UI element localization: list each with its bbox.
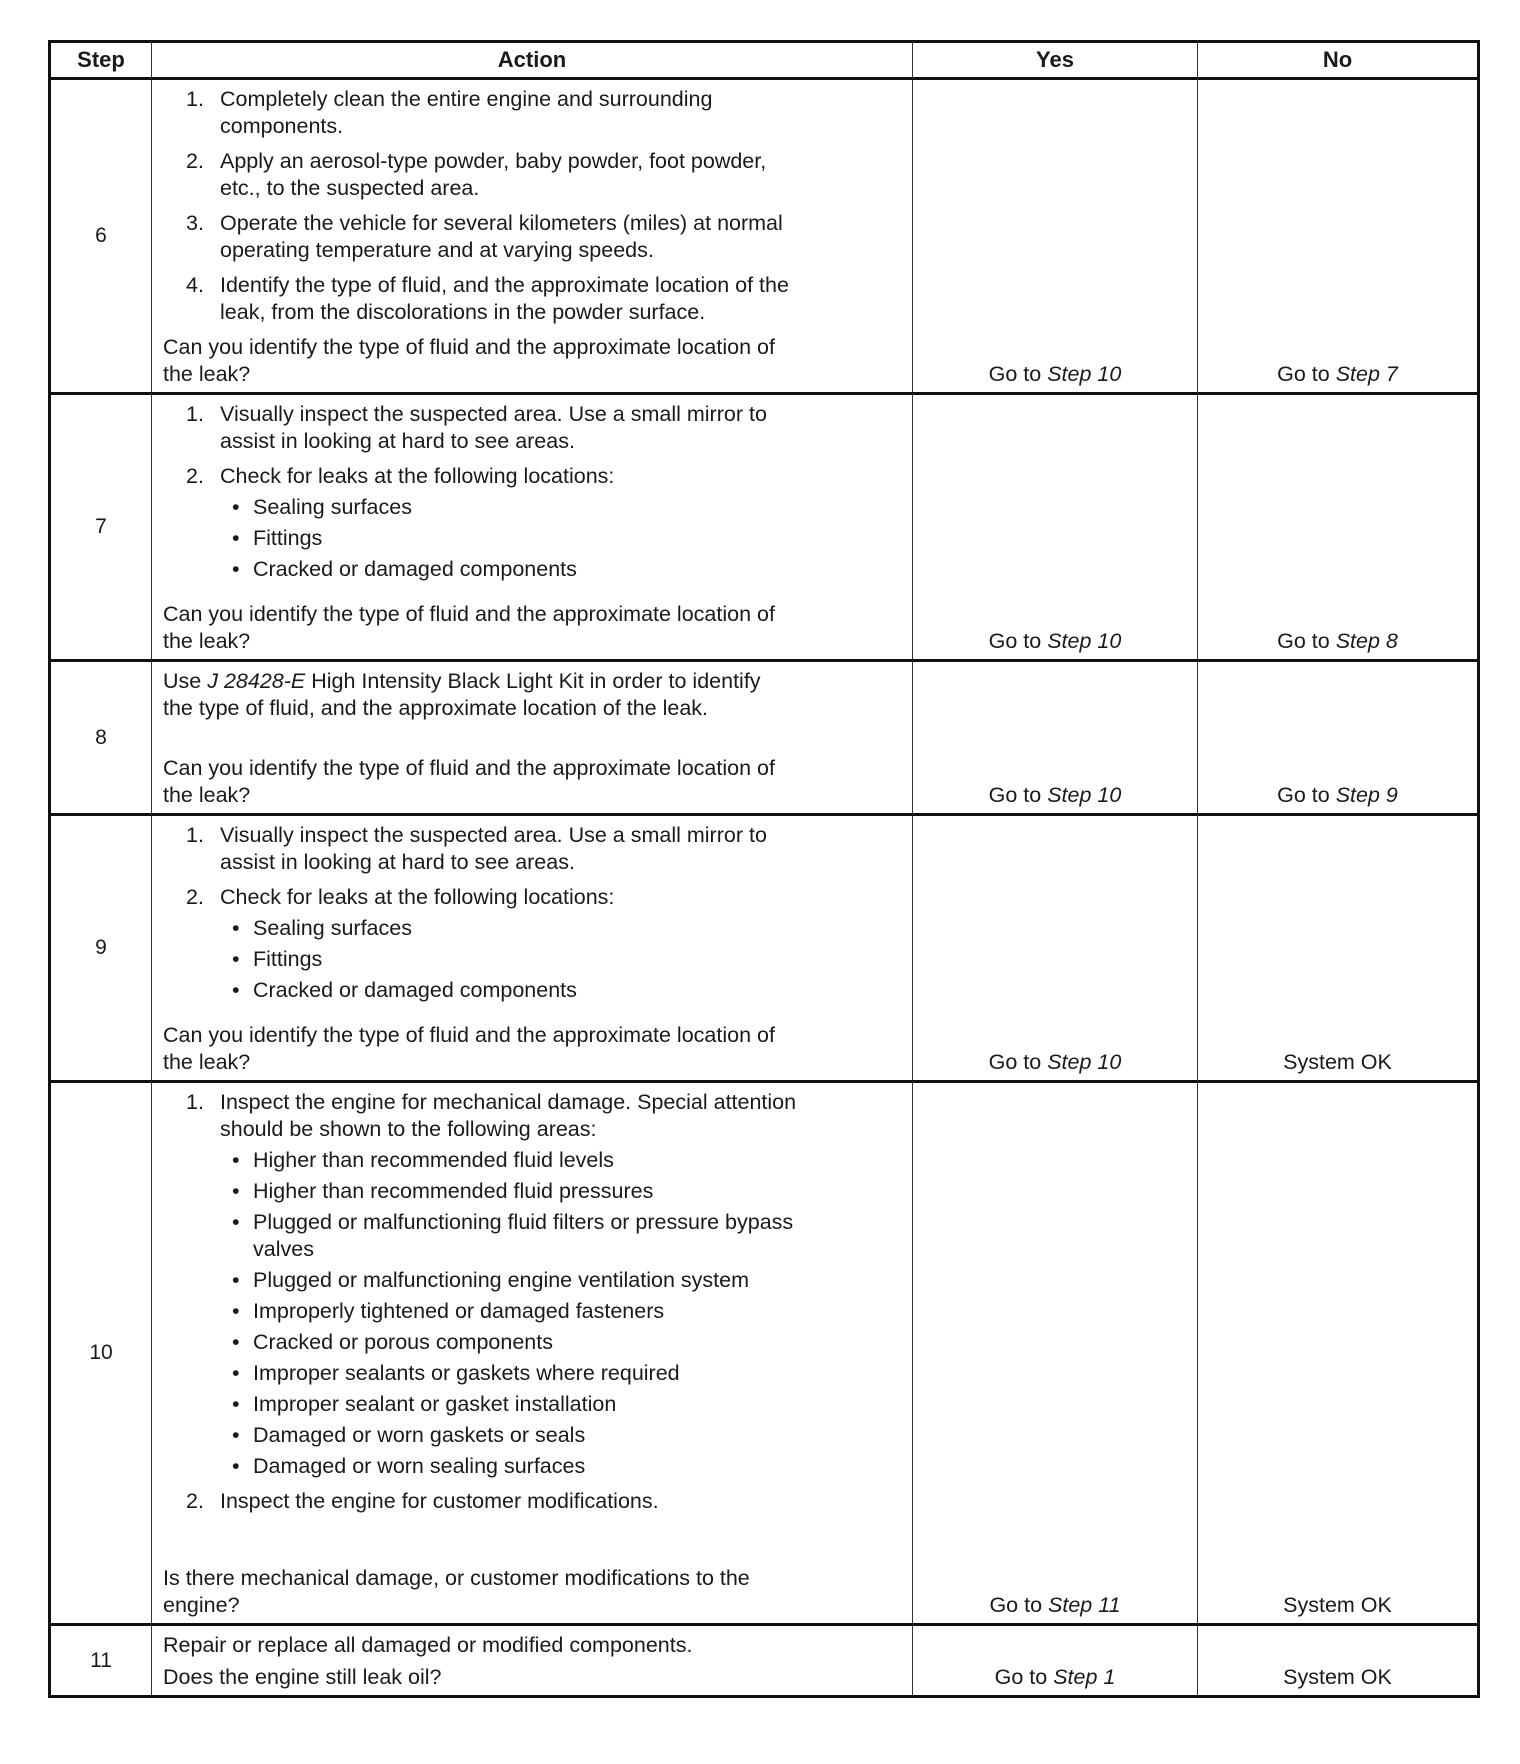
item-number: 2. <box>186 464 204 488</box>
item-number: 1. <box>186 823 204 847</box>
answer-prefix: Go to <box>988 362 1042 386</box>
item-text: Sealing surfaces <box>253 916 412 940</box>
numbered-item <box>152 1488 902 1515</box>
bullet-icon: • <box>232 1361 240 1385</box>
table-row <box>50 661 1479 815</box>
header-step: Step <box>50 42 152 79</box>
item-text: Cracked or porous components <box>253 1330 553 1354</box>
step-number: 7 <box>50 394 152 661</box>
no-cell <box>1198 394 1479 661</box>
item-text: Completely clean the entire engine and surrounding components. <box>220 87 713 138</box>
item-text: Visually inspect the suspected area. Use a small mirror to assist in looking at hard to see areas. <box>220 402 767 453</box>
item-number: 1. <box>186 402 204 426</box>
step-number: 11 <box>50 1625 152 1697</box>
table-row <box>50 79 1479 394</box>
item-text: Fittings <box>253 526 323 550</box>
bullet-icon: • <box>232 1148 240 1172</box>
item-number: 4. <box>186 273 204 297</box>
bullet-icon: • <box>232 947 240 971</box>
bullet-item <box>152 1329 902 1356</box>
item-text: Check for leaks at the following locations: <box>220 464 615 488</box>
item-number: 1. <box>186 1090 204 1114</box>
no-cell <box>1198 815 1479 1082</box>
answer-step-link: Step 11 <box>1048 1593 1121 1617</box>
item-number: 3. <box>186 211 204 235</box>
table-row <box>50 394 1479 661</box>
table-row <box>50 1625 1479 1697</box>
diagnostic-table <box>48 40 1480 1698</box>
numbered-item <box>152 401 902 455</box>
answer-step-link: Step 10 <box>1047 629 1122 653</box>
bullet-item <box>152 1209 902 1263</box>
action-cell <box>152 1625 913 1697</box>
step-number: 10 <box>50 1082 152 1625</box>
action-text: Repair or replace all damaged or modified components. <box>163 1633 693 1657</box>
item-text: Apply an aerosol-type powder, baby powder, foot powder, etc., to the suspected area. <box>220 149 767 200</box>
bullet-icon: • <box>232 557 240 581</box>
item-text: Improperly tightened or damaged fasteners <box>253 1299 665 1323</box>
answer-step-link: Step 7 <box>1335 362 1398 386</box>
bullet-item <box>152 1360 902 1387</box>
yes-cell <box>913 79 1198 394</box>
header-yes: Yes <box>913 42 1198 79</box>
item-text: Plugged or malfunctioning engine ventilation system <box>253 1268 749 1292</box>
answer-step-link: Step 10 <box>1047 783 1122 807</box>
bullet-icon: • <box>232 1299 240 1323</box>
action-cell <box>152 394 913 661</box>
bullet-icon: • <box>232 495 240 519</box>
bullet-icon: • <box>232 1392 240 1416</box>
step-number: 6 <box>50 79 152 394</box>
answer-prefix: Go to <box>989 1593 1043 1617</box>
item-text: Damaged or worn sealing surfaces <box>253 1454 586 1478</box>
bullet-item <box>152 494 902 521</box>
bullet-item <box>152 915 902 942</box>
item-text: Damaged or worn gaskets or seals <box>253 1423 586 1447</box>
action-layout <box>152 1626 912 1695</box>
answer-prefix: Go to <box>1277 629 1330 653</box>
question-text: Can you identify the type of fluid and the approximate location of the leak? <box>163 756 775 807</box>
action-cell <box>152 1082 913 1625</box>
item-text: Improper sealants or gaskets where required <box>253 1361 680 1385</box>
bullet-icon: • <box>232 1210 240 1234</box>
answer-text: System OK <box>1283 1593 1392 1617</box>
bullet-item <box>152 1391 902 1418</box>
bullet-icon: • <box>232 1454 240 1478</box>
item-text: Visually inspect the suspected area. Use a small mirror to assist in looking at hard to see areas. <box>220 823 767 874</box>
item-number: 2. <box>186 885 204 909</box>
question-text: Is there mechanical damage, or customer modifications to the engine? <box>163 1566 750 1617</box>
table-row <box>50 815 1479 1082</box>
answer-step-link: Step 9 <box>1335 783 1398 807</box>
yes-cell <box>913 394 1198 661</box>
numbered-item <box>152 210 902 264</box>
action-layout <box>152 80 912 392</box>
bullet-item <box>152 1178 902 1205</box>
bullet-item <box>152 977 902 1004</box>
action-layout <box>152 816 912 1080</box>
bullet-item <box>152 1422 902 1449</box>
item-text: Improper sealant or gasket installation <box>253 1392 617 1416</box>
step-number: 8 <box>50 661 152 815</box>
item-text: Sealing surfaces <box>253 495 412 519</box>
step-number: 9 <box>50 815 152 1082</box>
item-text: Higher than recommended fluid levels <box>253 1148 614 1172</box>
answer-prefix: Go to <box>994 1665 1048 1689</box>
yes-cell <box>913 661 1198 815</box>
bullet-item <box>152 1147 902 1174</box>
action-cell <box>152 661 913 815</box>
action-layout <box>152 395 912 659</box>
answer-prefix: Go to <box>1277 783 1330 807</box>
bullet-icon: • <box>232 1330 240 1354</box>
question-text: Can you identify the type of fluid and the approximate location of the leak? <box>163 1023 775 1074</box>
no-cell <box>1198 79 1479 394</box>
item-text: Identify the type of fluid, and the approximate location of the leak, from the discolorations in the powder surface. <box>220 273 789 324</box>
answer-step-link: Step 10 <box>1047 362 1122 386</box>
item-text: Inspect the engine for customer modifications. <box>220 1489 659 1513</box>
answer-prefix: Go to <box>1277 362 1330 386</box>
action-text: High Intensity Black Light Kit in order to identify the type of fluid, and the approximate location of the leak. <box>163 669 761 720</box>
action-content <box>152 80 902 326</box>
numbered-item <box>152 272 902 326</box>
no-cell <box>1198 1082 1479 1625</box>
item-text: Cracked or damaged components <box>253 978 577 1002</box>
header-row <box>50 42 1479 79</box>
answer-prefix: Go to <box>988 1050 1042 1074</box>
bullet-icon: • <box>232 978 240 1002</box>
answer-step-link: Step 8 <box>1335 629 1398 653</box>
action-cell <box>152 815 913 1082</box>
header-no: No <box>1198 42 1479 79</box>
yes-cell <box>913 1625 1198 1697</box>
answer-prefix: Go to <box>988 783 1042 807</box>
answer-prefix: Go to <box>988 629 1042 653</box>
action-paragraph <box>152 668 902 722</box>
action-paragraph <box>152 1632 902 1659</box>
action-content <box>152 395 902 583</box>
yes-cell <box>913 815 1198 1082</box>
header-action: Action <box>152 42 913 79</box>
action-content <box>152 816 902 1004</box>
item-text: Higher than recommended fluid pressures <box>253 1179 654 1203</box>
action-layout <box>152 662 912 813</box>
bullet-icon: • <box>232 1423 240 1447</box>
table-row <box>50 1082 1479 1625</box>
action-content <box>152 662 902 722</box>
item-text: Inspect the engine for mechanical damage. Special attention should be shown to the following areas: <box>220 1090 797 1141</box>
item-text: Operate the vehicle for several kilometers (miles) at normal operating temperature and at varying speeds. <box>220 211 783 262</box>
numbered-item <box>152 1089 902 1143</box>
question-text: Can you identify the type of fluid and the approximate location of the leak? <box>163 602 775 653</box>
bullet-item <box>152 946 902 973</box>
numbered-item <box>152 463 902 490</box>
item-number: 1. <box>186 87 204 111</box>
tool-name: J 28428-E <box>207 669 306 693</box>
yes-cell <box>913 1082 1198 1625</box>
item-text: Plugged or malfunctioning fluid filters or pressure bypass valves <box>253 1210 794 1261</box>
item-text: Cracked or damaged components <box>253 557 577 581</box>
bullet-icon: • <box>232 916 240 940</box>
bullet-item <box>152 1453 902 1480</box>
no-cell <box>1198 1625 1479 1697</box>
numbered-item <box>152 148 902 202</box>
bullet-icon: • <box>232 1179 240 1203</box>
item-number: 2. <box>186 1489 204 1513</box>
action-text: Use <box>163 669 208 693</box>
item-text: Check for leaks at the following locations: <box>220 885 615 909</box>
numbered-item <box>152 884 902 911</box>
question-text: Can you identify the type of fluid and the approximate location of the leak? <box>163 335 775 386</box>
action-cell <box>152 79 913 394</box>
answer-step-link: Step 10 <box>1047 1050 1122 1074</box>
action-content <box>152 1626 902 1659</box>
action-content <box>152 1083 902 1515</box>
item-text: Fittings <box>253 947 323 971</box>
numbered-item <box>152 822 902 876</box>
bullet-item <box>152 525 902 552</box>
bullet-icon: • <box>232 1268 240 1292</box>
answer-text: System OK <box>1283 1665 1392 1689</box>
bullet-item <box>152 1298 902 1325</box>
bullet-icon: • <box>232 526 240 550</box>
answer-step-link: Step 1 <box>1053 1665 1116 1689</box>
answer-text: System OK <box>1283 1050 1392 1074</box>
action-layout <box>152 1083 912 1623</box>
bullet-item <box>152 556 902 583</box>
numbered-item <box>152 86 902 140</box>
item-number: 2. <box>186 149 204 173</box>
question-text: Does the engine still leak oil? <box>163 1665 442 1689</box>
bullet-item <box>152 1267 902 1294</box>
no-cell <box>1198 661 1479 815</box>
